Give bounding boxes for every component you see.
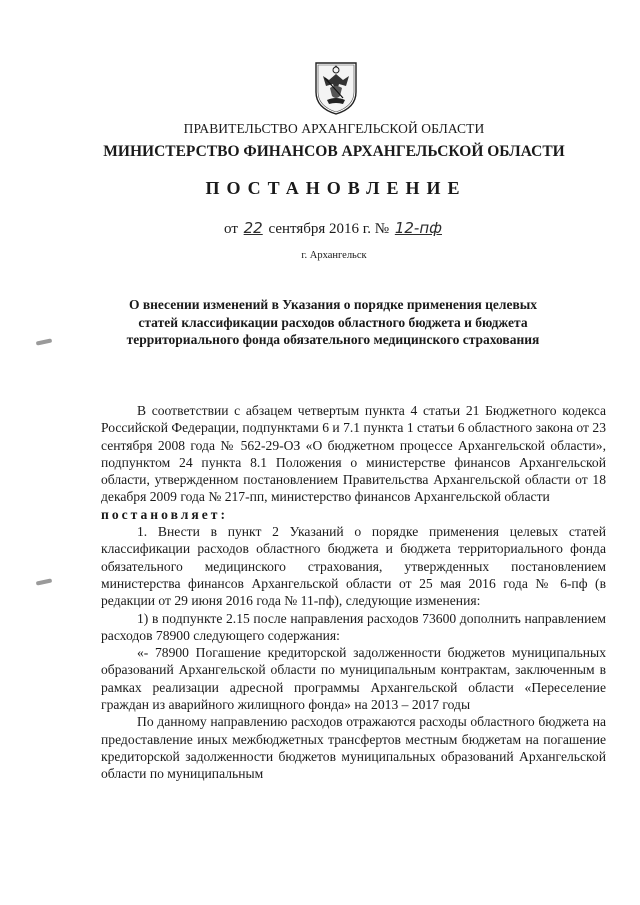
paragraph-new-direction: «- 78900 Погашение кредиторской задолженности бюджетов муниципальных образований Архангельской области по муниципальным контрактам, заключенным в рамках реализации адресной программы Архангельской области «Переселение граждан из аварийного жилищного фонда» на 2013 – 2017 годы <box>101 645 606 713</box>
margin-mark <box>36 338 52 345</box>
paragraph-preamble: В соответствии с абзацем четвертым пункта 4 статьи 21 Бюджетного кодекса Российской Федерации, подпунктами 6 и 7.1 пункта 1 статьи 6 областного закона от 23 сентября 2008 года № 562-29-ОЗ «О бюджетном процессе Архангельской области», подпунктом 24 пункта 8.1 Положения о министерстве финансов Архангельской области, утвержденном постановлением Правительства Архангельской области от 18 декабря 2009 года № 217-пп, министерство финансов Архангельской области <box>101 403 606 505</box>
date-rest: сентября 2016 г. № <box>268 221 390 237</box>
document-type: ПОСТАНОВЛЕНИЕ <box>205 178 467 198</box>
date-prefix: от <box>224 221 238 237</box>
ministry-name: МИНИСТЕРСТВО ФИНАНСОВ АРХАНГЕЛЬСКОЙ ОБЛАСТИ <box>103 143 565 160</box>
paragraph-item-1: 1. Внести в пункт 2 Указаний о порядке применения целевых статей классификации расходов областного бюджета и бюджета территориального фонда обязательного медицинского страхования, утвержденных постановлением министерства финансов Архангельской области от 25 мая 2016 года № 6-пф (в редакции от 29 июня 2016 года № 11-пф), следующие изменения: <box>101 524 606 609</box>
date-day: 22 <box>243 219 263 237</box>
margin-mark <box>36 578 52 585</box>
document-body <box>101 402 606 783</box>
government-name: ПРАВИТЕЛЬСТВО АРХАНГЕЛЬСКОЙ ОБЛАСТИ <box>183 121 485 136</box>
document-date <box>14 219 640 238</box>
decree-word: постановляет: <box>101 506 228 522</box>
document-number: 12-пф <box>394 219 442 237</box>
document-title: О внесении изменений в Указания о порядке применения целевых статей классификации расходов областного бюджета и бюджета территориального фонда обязательного медицинского страхования <box>126 297 540 347</box>
coat-of-arms-icon <box>313 60 359 116</box>
document-city: г. Архангельск <box>301 250 367 261</box>
paragraph-direction-description: По данному направлению расходов отражаются расходы областного бюджета на предоставление иных межбюджетных трансфертов местным бюджетам на погашение кредиторской задолженности бюджетов муниципальных образований Архангельской области по муниципальным <box>101 714 606 782</box>
decree-word-paragraph <box>101 506 606 523</box>
paragraph-subitem-1: 1) в подпункте 2.15 после направления расходов 73600 дополнить направлением расходов 78900 следующего содержания: <box>101 610 606 643</box>
